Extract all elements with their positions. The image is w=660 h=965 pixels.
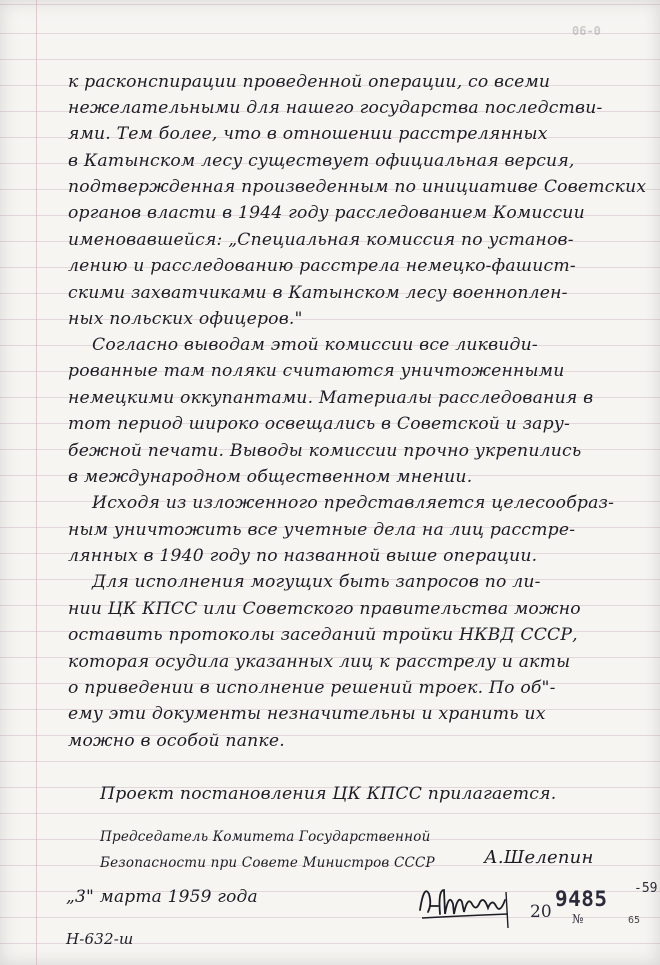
- body-line: бежной печати. Выводы комиссии прочно укрепились: [68, 441, 582, 461]
- signatory-title-line-1: Председатель Комитета Государственной: [100, 829, 431, 845]
- registration-prefix: 20: [530, 902, 552, 922]
- body-line: нежелательными для нашего государства последстви-: [68, 98, 603, 118]
- body-line: Согласно выводам этой комиссии все ликвиди-: [92, 335, 538, 355]
- registration-mark: №: [572, 912, 584, 926]
- body-line: тот период широко освещались в Советской и зару-: [68, 414, 571, 434]
- body-line: немецкими оккупантами. Материалы расследования в: [68, 388, 594, 408]
- body-line: в международном общественном мнении.: [68, 467, 473, 487]
- handwritten-signature: [418, 870, 514, 930]
- body-line: Исходя из изложенного представляется целесообраз-: [92, 493, 615, 513]
- registration-page-mark: 65: [628, 915, 641, 926]
- body-line: о приведении в исполнение решений троек. По об"-: [68, 678, 556, 698]
- body-line: органов власти в 1944 году расследованием Комиссии: [68, 203, 585, 223]
- body-line: скими захватчиками в Катынском лесу военноплен-: [68, 283, 568, 303]
- body-line: в Катынском лесу существует официальная версия,: [68, 151, 575, 171]
- registration-number: 9485: [555, 887, 608, 911]
- body-line: лению и расследованию расстрела немецко-фашист-: [68, 256, 576, 276]
- body-line: ных польских офицеров.": [68, 309, 303, 329]
- body-line: подтвержденная произведенным по инициативе Советских: [68, 177, 647, 197]
- date-line: „3" марта 1959 года: [66, 887, 258, 907]
- body-line: нии ЦК КПСС или Советского правительства можно: [68, 599, 581, 619]
- closing-line: Проект постановления ЦК КПСС прилагается.: [100, 784, 557, 804]
- signatory-title-line-2: Безопасности при Совете Министров СССР: [100, 855, 435, 871]
- body-line: можно в особой папке.: [68, 731, 285, 751]
- faint-stamp-code: 06-0: [572, 24, 601, 38]
- body-line: ями. Тем более, что в отношении расстрелянных: [68, 124, 548, 144]
- body-line: Для исполнения могущих быть запросов по ли-: [92, 572, 541, 592]
- body-line: оставить протоколы заседаний тройки НКВД СССР,: [68, 625, 578, 645]
- reference-code: Н-632-ш: [66, 930, 134, 948]
- body-line: которая осудила указанных лиц к расстрелу и акты: [68, 652, 571, 672]
- registration-suffix: -59: [634, 881, 658, 896]
- body-line: ным уничтожить все учетные дела на лиц расстре-: [68, 520, 576, 540]
- body-line: к расконспирации проведенной операции, со всеми: [68, 72, 551, 92]
- body-line: именовавшейся: „Специальная комиссия по установ-: [68, 230, 574, 250]
- body-line: ему эти документы незначительны и хранить их: [68, 704, 546, 724]
- body-line: лянных в 1940 году по названной выше операции.: [68, 546, 538, 566]
- body-line: рованные там поляки считаются уничтоженными: [68, 361, 565, 381]
- signatory-name: А.Шелепин: [484, 847, 594, 868]
- margin-line: [36, 0, 37, 965]
